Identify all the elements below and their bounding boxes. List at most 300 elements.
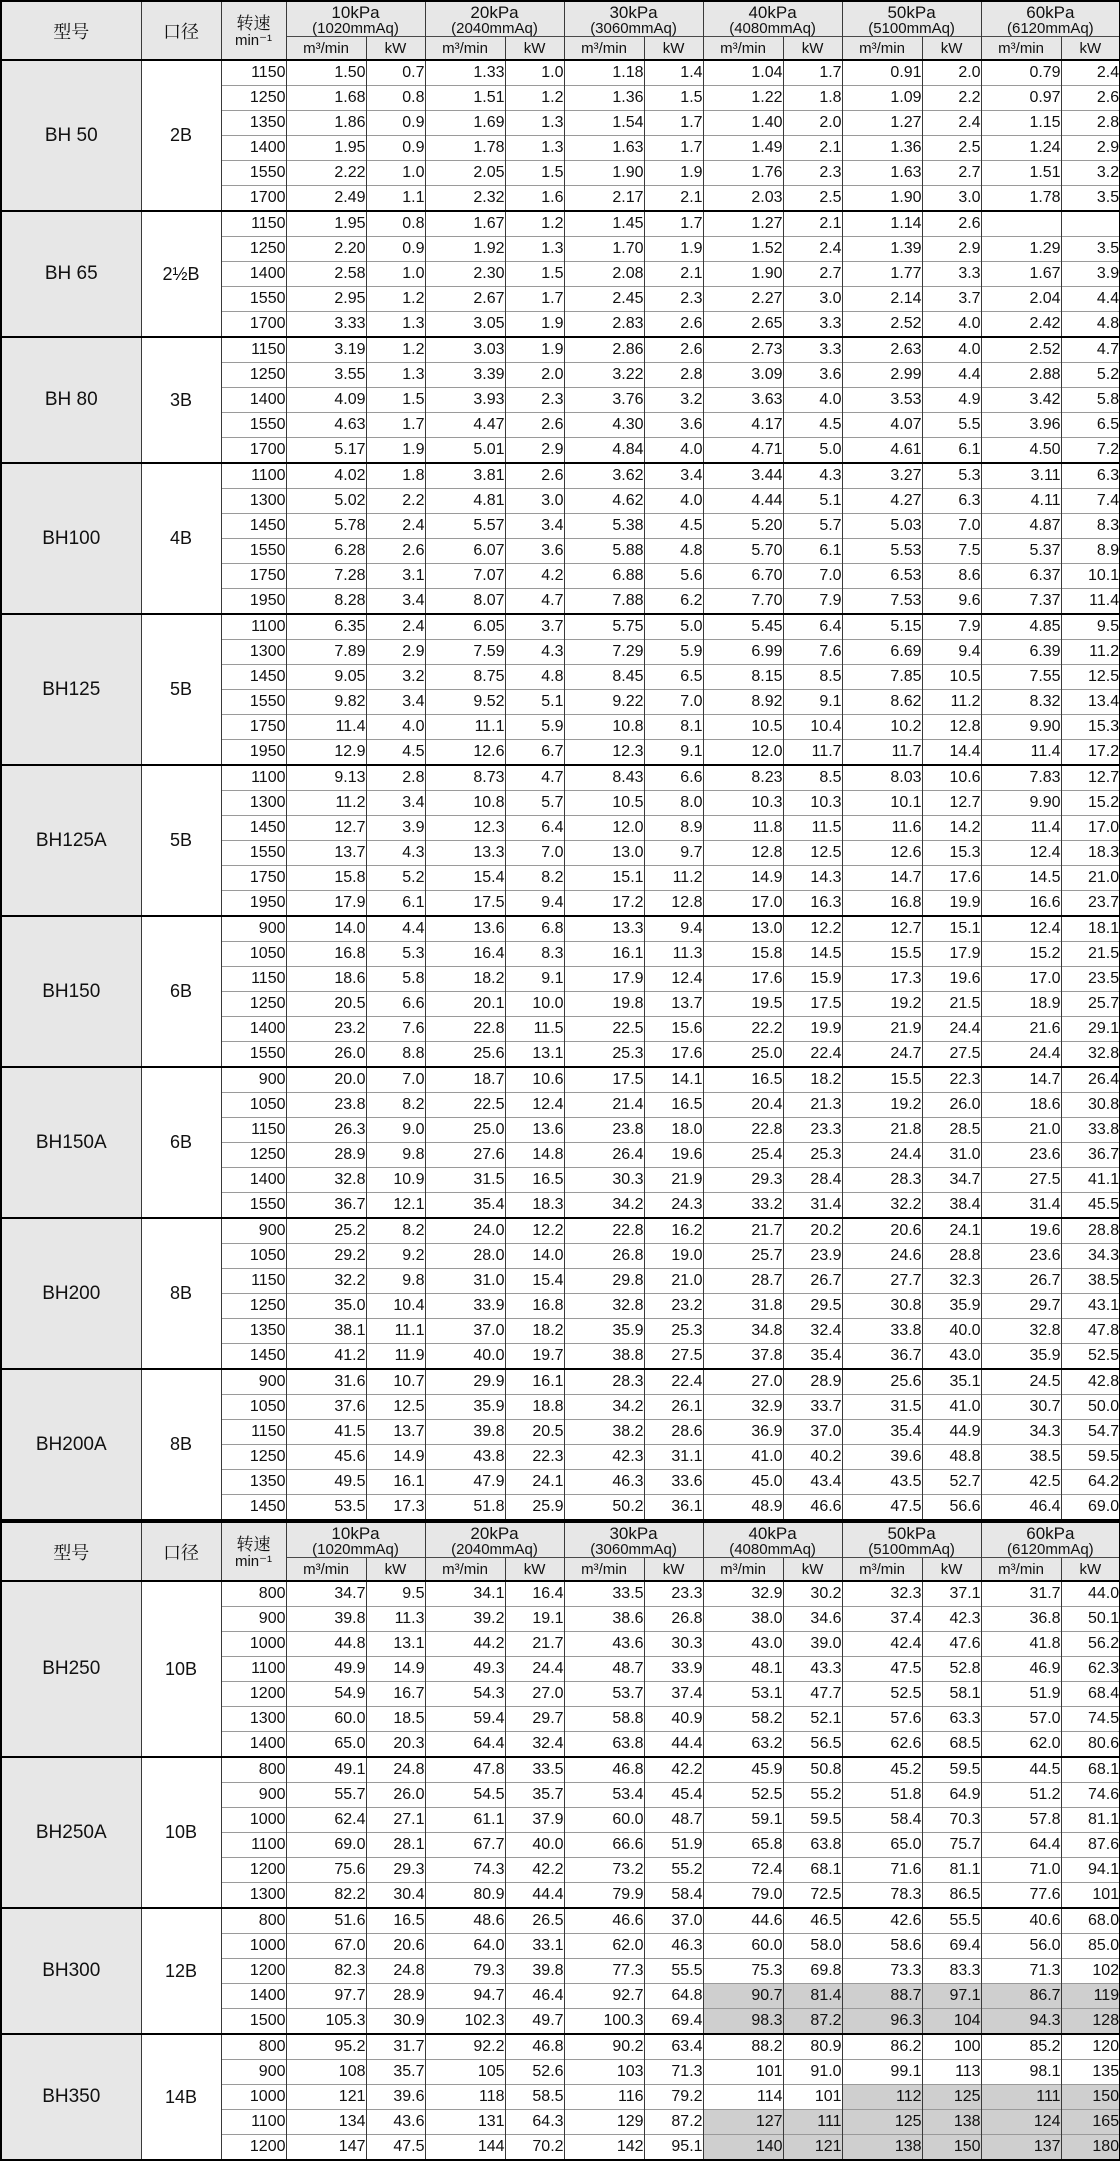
flow-cell: 5.01 bbox=[425, 438, 505, 464]
pressure-mmaq-label: (3060mmAq) bbox=[590, 1540, 677, 1558]
power-cell: 14.0 bbox=[505, 1244, 564, 1269]
flow-cell: 30.7 bbox=[981, 1395, 1061, 1420]
flow-cell: 0.97 bbox=[981, 86, 1061, 111]
flow-cell: 17.6 bbox=[703, 967, 783, 992]
power-cell: 24.8 bbox=[366, 1959, 425, 1984]
speed-unit-label: min⁻¹ bbox=[234, 1553, 273, 1570]
flow-cell: 44.8 bbox=[286, 1632, 366, 1657]
flow-cell: 20.5 bbox=[286, 992, 366, 1017]
flow-cell: 0.79 bbox=[981, 60, 1061, 86]
speed-label: 转速 bbox=[236, 1535, 271, 1554]
speed-cell: 900 bbox=[221, 2060, 286, 2085]
pressure-group-header bbox=[703, 1, 842, 37]
speed-cell: 1550 bbox=[221, 690, 286, 715]
flow-cell: 3.81 bbox=[425, 463, 505, 489]
flow-cell: 3.09 bbox=[703, 363, 783, 388]
flow-cell: 94.7 bbox=[425, 1984, 505, 2009]
power-cell: 7.5 bbox=[922, 539, 981, 564]
power-cell: 2.7 bbox=[922, 161, 981, 186]
flow-cell: 11.2 bbox=[286, 791, 366, 816]
power-cell: 14.9 bbox=[366, 1445, 425, 1470]
flow-cell: 1.40 bbox=[703, 111, 783, 136]
flow-cell: 103 bbox=[564, 2060, 644, 2085]
flow-cell: 44.2 bbox=[425, 1632, 505, 1657]
speed-cell: 1750 bbox=[221, 564, 286, 589]
power-cell: 3.6 bbox=[644, 413, 703, 438]
power-cell: 19.1 bbox=[505, 1607, 564, 1632]
power-cell: 35.7 bbox=[505, 1783, 564, 1808]
flow-cell: 30.8 bbox=[842, 1294, 922, 1319]
flow-cell: 60.0 bbox=[703, 1934, 783, 1959]
power-cell: 43.0 bbox=[922, 1344, 981, 1370]
flow-cell: 25.7 bbox=[703, 1244, 783, 1269]
speed-unit-label: min⁻¹ bbox=[234, 32, 273, 49]
power-cell: 55.2 bbox=[783, 1783, 842, 1808]
power-cell: 18.5 bbox=[366, 1707, 425, 1732]
flow-cell: 16.8 bbox=[842, 891, 922, 917]
power-cell: 2.0 bbox=[922, 60, 981, 86]
power-unit-header: kW bbox=[366, 1558, 425, 1582]
flow-cell: 32.8 bbox=[286, 1168, 366, 1193]
flow-cell: 1.39 bbox=[842, 237, 922, 262]
speed-cell: 1000 bbox=[221, 2085, 286, 2110]
power-cell: 11.1 bbox=[366, 1319, 425, 1344]
power-cell: 31.7 bbox=[366, 2034, 425, 2060]
power-cell: 38.4 bbox=[922, 1193, 981, 1219]
flow-cell: 69.0 bbox=[286, 1833, 366, 1858]
power-cell: 1.7 bbox=[505, 287, 564, 312]
flow-cell: 8.32 bbox=[981, 690, 1061, 715]
power-cell: 64.3 bbox=[505, 2110, 564, 2135]
power-cell: 3.3 bbox=[783, 337, 842, 363]
flow-cell: 20.6 bbox=[842, 1218, 922, 1244]
flow-cell: 11.7 bbox=[842, 740, 922, 766]
flow-cell: 42.3 bbox=[564, 1445, 644, 1470]
flow-cell: 18.2 bbox=[425, 967, 505, 992]
power-cell: 2.7 bbox=[783, 262, 842, 287]
power-cell: 128 bbox=[1061, 2009, 1120, 2035]
flow-cell: 8.73 bbox=[425, 765, 505, 791]
flow-cell: 7.85 bbox=[842, 665, 922, 690]
power-cell: 2.1 bbox=[644, 262, 703, 287]
power-cell: 47.8 bbox=[1061, 1319, 1120, 1344]
power-cell: 1.2 bbox=[505, 86, 564, 111]
speed-cell: 1400 bbox=[221, 1984, 286, 2009]
flow-cell: 3.44 bbox=[703, 463, 783, 489]
power-cell: 138 bbox=[922, 2110, 981, 2135]
flow-cell: 2.65 bbox=[703, 312, 783, 338]
pressure-value-label: 60kPa bbox=[1026, 2, 1075, 22]
speed-cell: 1400 bbox=[221, 262, 286, 287]
power-cell: 52.5 bbox=[1061, 1344, 1120, 1370]
flow-cell: 2.99 bbox=[842, 363, 922, 388]
flow-cell: 21.4 bbox=[564, 1093, 644, 1118]
speed-cell: 900 bbox=[221, 916, 286, 942]
power-cell: 23.9 bbox=[783, 1244, 842, 1269]
power-cell: 50.1 bbox=[1061, 1607, 1120, 1632]
power-cell: 11.5 bbox=[783, 816, 842, 841]
flow-cell: 25.4 bbox=[703, 1143, 783, 1168]
flow-cell: 12.7 bbox=[842, 916, 922, 942]
power-cell: 27.5 bbox=[922, 1042, 981, 1068]
power-cell: 46.4 bbox=[505, 1984, 564, 2009]
power-cell: 2.6 bbox=[505, 413, 564, 438]
power-cell: 10.0 bbox=[505, 992, 564, 1017]
bore-cell: 5B bbox=[141, 765, 221, 916]
flow-cell: 8.43 bbox=[564, 765, 644, 791]
power-cell: 1.9 bbox=[505, 337, 564, 363]
speed-cell: 1550 bbox=[221, 841, 286, 866]
power-cell: 5.1 bbox=[505, 690, 564, 715]
power-cell: 23.3 bbox=[644, 1581, 703, 1607]
power-cell: 12.5 bbox=[783, 841, 842, 866]
power-cell: 95.1 bbox=[644, 2135, 703, 2161]
flow-cell: 17.5 bbox=[425, 891, 505, 917]
power-cell: 18.1 bbox=[1061, 916, 1120, 942]
power-cell: 1.9 bbox=[505, 312, 564, 338]
pressure-value-label: 40kPa bbox=[748, 2, 797, 22]
power-cell: 3.5 bbox=[1061, 186, 1120, 212]
power-cell: 8.5 bbox=[783, 765, 842, 791]
flow-cell: 36.7 bbox=[286, 1193, 366, 1219]
flow-cell: 1.24 bbox=[981, 136, 1061, 161]
flow-cell: 15.5 bbox=[842, 1067, 922, 1093]
power-cell: 46.3 bbox=[644, 1934, 703, 1959]
power-cell: 1.5 bbox=[644, 86, 703, 111]
power-cell: 4.0 bbox=[644, 489, 703, 514]
flow-cell: 2.04 bbox=[981, 287, 1061, 312]
flow-cell: 24.0 bbox=[425, 1218, 505, 1244]
power-cell: 9.4 bbox=[505, 891, 564, 917]
power-cell: 9.0 bbox=[366, 1118, 425, 1143]
speed-cell: 1050 bbox=[221, 1093, 286, 1118]
power-cell: 2.0 bbox=[505, 363, 564, 388]
flow-cell: 47.9 bbox=[425, 1470, 505, 1495]
flow-cell: 2.05 bbox=[425, 161, 505, 186]
flow-cell: 129 bbox=[564, 2110, 644, 2135]
flow-cell: 22.2 bbox=[703, 1017, 783, 1042]
pressure-mmaq-label: (1020mmAq) bbox=[312, 1540, 399, 1558]
power-cell: 18.2 bbox=[505, 1319, 564, 1344]
power-cell: 87.6 bbox=[1061, 1833, 1120, 1858]
flow-cell: 31.8 bbox=[703, 1294, 783, 1319]
flow-cell: 2.03 bbox=[703, 186, 783, 212]
power-cell: 47.6 bbox=[922, 1632, 981, 1657]
power-cell: 4.5 bbox=[783, 413, 842, 438]
flow-cell: 1.49 bbox=[703, 136, 783, 161]
speed-cell: 1050 bbox=[221, 942, 286, 967]
flow-cell: 3.39 bbox=[425, 363, 505, 388]
power-unit-header: kW bbox=[1061, 1558, 1120, 1582]
flow-cell: 32.2 bbox=[842, 1193, 922, 1219]
power-cell: 21.3 bbox=[783, 1093, 842, 1118]
power-cell: 15.3 bbox=[1061, 715, 1120, 740]
flow-unit-header: m³/min bbox=[981, 1558, 1061, 1582]
power-cell: 2.4 bbox=[366, 614, 425, 640]
flow-cell: 31.5 bbox=[425, 1168, 505, 1193]
power-cell: 35.1 bbox=[922, 1369, 981, 1395]
flow-cell: 8.45 bbox=[564, 665, 644, 690]
power-cell: 6.5 bbox=[644, 665, 703, 690]
flow-cell: 57.0 bbox=[981, 1707, 1061, 1732]
flow-cell: 6.70 bbox=[703, 564, 783, 589]
flow-cell: 3.11 bbox=[981, 463, 1061, 489]
flow-cell: 8.03 bbox=[842, 765, 922, 791]
flow-cell: 79.0 bbox=[703, 1883, 783, 1909]
flow-cell: 12.9 bbox=[286, 740, 366, 766]
flow-cell: 4.61 bbox=[842, 438, 922, 464]
flow-cell: 3.55 bbox=[286, 363, 366, 388]
power-cell: 4.0 bbox=[366, 715, 425, 740]
flow-cell: 64.0 bbox=[425, 1934, 505, 1959]
power-cell: 51.9 bbox=[644, 1833, 703, 1858]
power-cell: 37.0 bbox=[783, 1420, 842, 1445]
flow-cell: 2.32 bbox=[425, 186, 505, 212]
power-cell: 12.4 bbox=[644, 967, 703, 992]
power-cell: 3.4 bbox=[366, 690, 425, 715]
flow-cell: 10.3 bbox=[703, 791, 783, 816]
bore-cell: 6B bbox=[141, 1067, 221, 1218]
power-cell: 17.9 bbox=[922, 942, 981, 967]
power-cell: 34.3 bbox=[1061, 1244, 1120, 1269]
flow-cell: 32.3 bbox=[842, 1581, 922, 1607]
power-cell: 4.4 bbox=[922, 363, 981, 388]
power-cell: 24.1 bbox=[505, 1470, 564, 1495]
power-cell: 64.9 bbox=[922, 1783, 981, 1808]
flow-cell: 77.3 bbox=[564, 1959, 644, 1984]
flow-cell: 1.09 bbox=[842, 86, 922, 111]
power-cell: 2.4 bbox=[922, 111, 981, 136]
pressure-value-label: 10kPa bbox=[331, 2, 380, 22]
flow-cell: 114 bbox=[703, 2085, 783, 2110]
flow-cell: 77.6 bbox=[981, 1883, 1061, 1909]
flow-cell: 12.4 bbox=[981, 841, 1061, 866]
flow-cell: 48.7 bbox=[564, 1657, 644, 1682]
flow-cell: 5.75 bbox=[564, 614, 644, 640]
power-cell: 31.1 bbox=[644, 1445, 703, 1470]
flow-unit-header: m³/min bbox=[286, 1558, 366, 1582]
flow-cell: 54.3 bbox=[425, 1682, 505, 1707]
power-cell: 81.1 bbox=[922, 1858, 981, 1883]
power-cell: 8.0 bbox=[644, 791, 703, 816]
bore-cell: 4B bbox=[141, 463, 221, 614]
power-cell: 69.8 bbox=[783, 1959, 842, 1984]
power-cell: 7.6 bbox=[783, 640, 842, 665]
flow-cell: 121 bbox=[286, 2085, 366, 2110]
flow-cell: 18.6 bbox=[286, 967, 366, 992]
power-cell: 19.9 bbox=[922, 891, 981, 917]
flow-cell: 45.0 bbox=[703, 1470, 783, 1495]
flow-cell: 35.9 bbox=[981, 1344, 1061, 1370]
flow-cell: 47.5 bbox=[842, 1495, 922, 1521]
power-cell: 10.9 bbox=[366, 1168, 425, 1193]
flow-cell: 5.70 bbox=[703, 539, 783, 564]
flow-cell: 96.3 bbox=[842, 2009, 922, 2035]
pressure-group-header bbox=[286, 1522, 425, 1558]
flow-cell: 27.5 bbox=[981, 1168, 1061, 1193]
flow-cell: 13.7 bbox=[286, 841, 366, 866]
power-cell: 28.4 bbox=[783, 1168, 842, 1193]
power-cell: 1.7 bbox=[783, 60, 842, 86]
model-cell: BH 65 bbox=[1, 211, 141, 337]
flow-cell: 17.9 bbox=[564, 967, 644, 992]
power-cell: 43.1 bbox=[1061, 1294, 1120, 1319]
flow-cell: 137 bbox=[981, 2135, 1061, 2161]
pressure-value-label: 30kPa bbox=[609, 1523, 658, 1543]
flow-cell: 1.14 bbox=[842, 211, 922, 237]
flow-cell: 30.3 bbox=[564, 1168, 644, 1193]
power-cell: 52.8 bbox=[922, 1657, 981, 1682]
speed-cell: 1400 bbox=[221, 136, 286, 161]
pressure-value-label: 50kPa bbox=[887, 2, 936, 22]
power-cell: 68.1 bbox=[1061, 1757, 1120, 1783]
speed-cell: 1200 bbox=[221, 1959, 286, 1984]
flow-cell: 9.52 bbox=[425, 690, 505, 715]
power-cell: 55.5 bbox=[644, 1959, 703, 1984]
power-cell: 16.3 bbox=[783, 891, 842, 917]
power-cell: 63.3 bbox=[922, 1707, 981, 1732]
power-cell: 8.8 bbox=[366, 1042, 425, 1068]
power-cell: 15.6 bbox=[644, 1017, 703, 1042]
flow-cell: 2.22 bbox=[286, 161, 366, 186]
speed-cell: 1550 bbox=[221, 539, 286, 564]
speed-cell: 1150 bbox=[221, 1269, 286, 1294]
flow-cell: 4.50 bbox=[981, 438, 1061, 464]
power-cell: 10.4 bbox=[366, 1294, 425, 1319]
power-cell: 12.8 bbox=[644, 891, 703, 917]
model-column-header: 型号 bbox=[1, 1522, 141, 1581]
flow-cell: 39.8 bbox=[425, 1420, 505, 1445]
power-cell: 16.7 bbox=[366, 1682, 425, 1707]
flow-cell: 4.17 bbox=[703, 413, 783, 438]
speed-cell: 1750 bbox=[221, 866, 286, 891]
power-cell: 6.3 bbox=[1061, 463, 1120, 489]
pressure-group-header bbox=[981, 1522, 1120, 1558]
power-cell: 16.5 bbox=[505, 1168, 564, 1193]
power-cell: 1.3 bbox=[505, 111, 564, 136]
speed-cell: 1300 bbox=[221, 1707, 286, 1732]
flow-cell: 2.67 bbox=[425, 287, 505, 312]
power-cell: 18.0 bbox=[644, 1118, 703, 1143]
flow-cell: 13.3 bbox=[425, 841, 505, 866]
power-cell: 22.3 bbox=[505, 1445, 564, 1470]
flow-cell: 16.4 bbox=[425, 942, 505, 967]
power-cell: 18.3 bbox=[1061, 841, 1120, 866]
power-cell: 17.3 bbox=[366, 1495, 425, 1521]
flow-cell: 105.3 bbox=[286, 2009, 366, 2035]
flow-cell: 23.8 bbox=[564, 1118, 644, 1143]
flow-cell: 75.3 bbox=[703, 1959, 783, 1984]
model-cell: BH125 bbox=[1, 614, 141, 765]
power-cell: 80.6 bbox=[1061, 1732, 1120, 1758]
speed-cell: 1700 bbox=[221, 438, 286, 464]
power-cell: 59.5 bbox=[1061, 1445, 1120, 1470]
flow-cell: 58.8 bbox=[564, 1707, 644, 1732]
power-cell: 2.6 bbox=[922, 211, 981, 237]
speed-cell: 1550 bbox=[221, 1193, 286, 1219]
power-cell: 80.9 bbox=[783, 2034, 842, 2060]
flow-cell: 6.69 bbox=[842, 640, 922, 665]
flow-cell: 12.7 bbox=[286, 816, 366, 841]
power-cell: 7.9 bbox=[922, 614, 981, 640]
power-cell: 12.4 bbox=[505, 1093, 564, 1118]
flow-cell: 9.05 bbox=[286, 665, 366, 690]
flow-cell: 2.14 bbox=[842, 287, 922, 312]
flow-cell: 82.2 bbox=[286, 1883, 366, 1909]
power-cell: 17.6 bbox=[922, 866, 981, 891]
power-cell: 2.3 bbox=[644, 287, 703, 312]
flow-cell: 11.4 bbox=[981, 816, 1061, 841]
power-cell: 5.0 bbox=[644, 614, 703, 640]
flow-cell: 6.53 bbox=[842, 564, 922, 589]
flow-cell: 108 bbox=[286, 2060, 366, 2085]
flow-cell: 32.8 bbox=[564, 1294, 644, 1319]
power-cell: 81.4 bbox=[783, 1984, 842, 2009]
flow-cell: 1.22 bbox=[703, 86, 783, 111]
power-cell: 9.1 bbox=[783, 690, 842, 715]
speed-cell: 1050 bbox=[221, 1395, 286, 1420]
power-cell: 68.4 bbox=[1061, 1682, 1120, 1707]
speed-cell: 1150 bbox=[221, 1118, 286, 1143]
power-cell: 3.6 bbox=[505, 539, 564, 564]
power-cell: 19.9 bbox=[783, 1017, 842, 1042]
flow-cell: 51.8 bbox=[842, 1783, 922, 1808]
power-cell: 21.0 bbox=[1061, 866, 1120, 891]
power-cell: 50.0 bbox=[1061, 1395, 1120, 1420]
speed-cell: 1250 bbox=[221, 86, 286, 111]
flow-cell: 14.7 bbox=[842, 866, 922, 891]
flow-cell: 4.87 bbox=[981, 514, 1061, 539]
speed-cell: 1050 bbox=[221, 1244, 286, 1269]
flow-cell: 2.86 bbox=[564, 337, 644, 363]
power-cell: 37.4 bbox=[644, 1682, 703, 1707]
flow-cell: 53.1 bbox=[703, 1682, 783, 1707]
power-cell: 21.5 bbox=[922, 992, 981, 1017]
power-cell: 30.4 bbox=[366, 1883, 425, 1909]
flow-cell: 19.2 bbox=[842, 1093, 922, 1118]
power-cell: 7.6 bbox=[366, 1017, 425, 1042]
power-cell: 69.4 bbox=[922, 1934, 981, 1959]
bore-cell: 10B bbox=[141, 1581, 221, 1757]
speed-cell: 1150 bbox=[221, 1420, 286, 1445]
flow-cell: 3.19 bbox=[286, 337, 366, 363]
power-cell: 22.4 bbox=[644, 1369, 703, 1395]
power-cell: 29.7 bbox=[505, 1707, 564, 1732]
power-cell: 33.5 bbox=[505, 1757, 564, 1783]
power-cell: 0.8 bbox=[366, 86, 425, 111]
flow-cell: 27.7 bbox=[842, 1269, 922, 1294]
flow-cell: 25.0 bbox=[425, 1118, 505, 1143]
flow-cell: 46.6 bbox=[564, 1908, 644, 1934]
flow-cell: 4.02 bbox=[286, 463, 366, 489]
power-cell: 2.1 bbox=[783, 211, 842, 237]
flow-cell: 1.27 bbox=[842, 111, 922, 136]
power-cell: 31.4 bbox=[783, 1193, 842, 1219]
power-cell: 28.9 bbox=[783, 1369, 842, 1395]
flow-cell: 5.17 bbox=[286, 438, 366, 464]
flow-cell: 65.8 bbox=[703, 1833, 783, 1858]
flow-cell: 78.3 bbox=[842, 1883, 922, 1909]
flow-cell: 38.8 bbox=[564, 1344, 644, 1370]
flow-cell: 33.5 bbox=[564, 1581, 644, 1607]
flow-cell: 28.9 bbox=[286, 1143, 366, 1168]
power-cell: 9.1 bbox=[644, 740, 703, 766]
power-cell: 3.7 bbox=[922, 287, 981, 312]
pressure-value-label: 10kPa bbox=[331, 1523, 380, 1543]
power-cell: 14.8 bbox=[505, 1143, 564, 1168]
power-cell: 3.5 bbox=[1061, 237, 1120, 262]
flow-cell: 31.7 bbox=[981, 1581, 1061, 1607]
